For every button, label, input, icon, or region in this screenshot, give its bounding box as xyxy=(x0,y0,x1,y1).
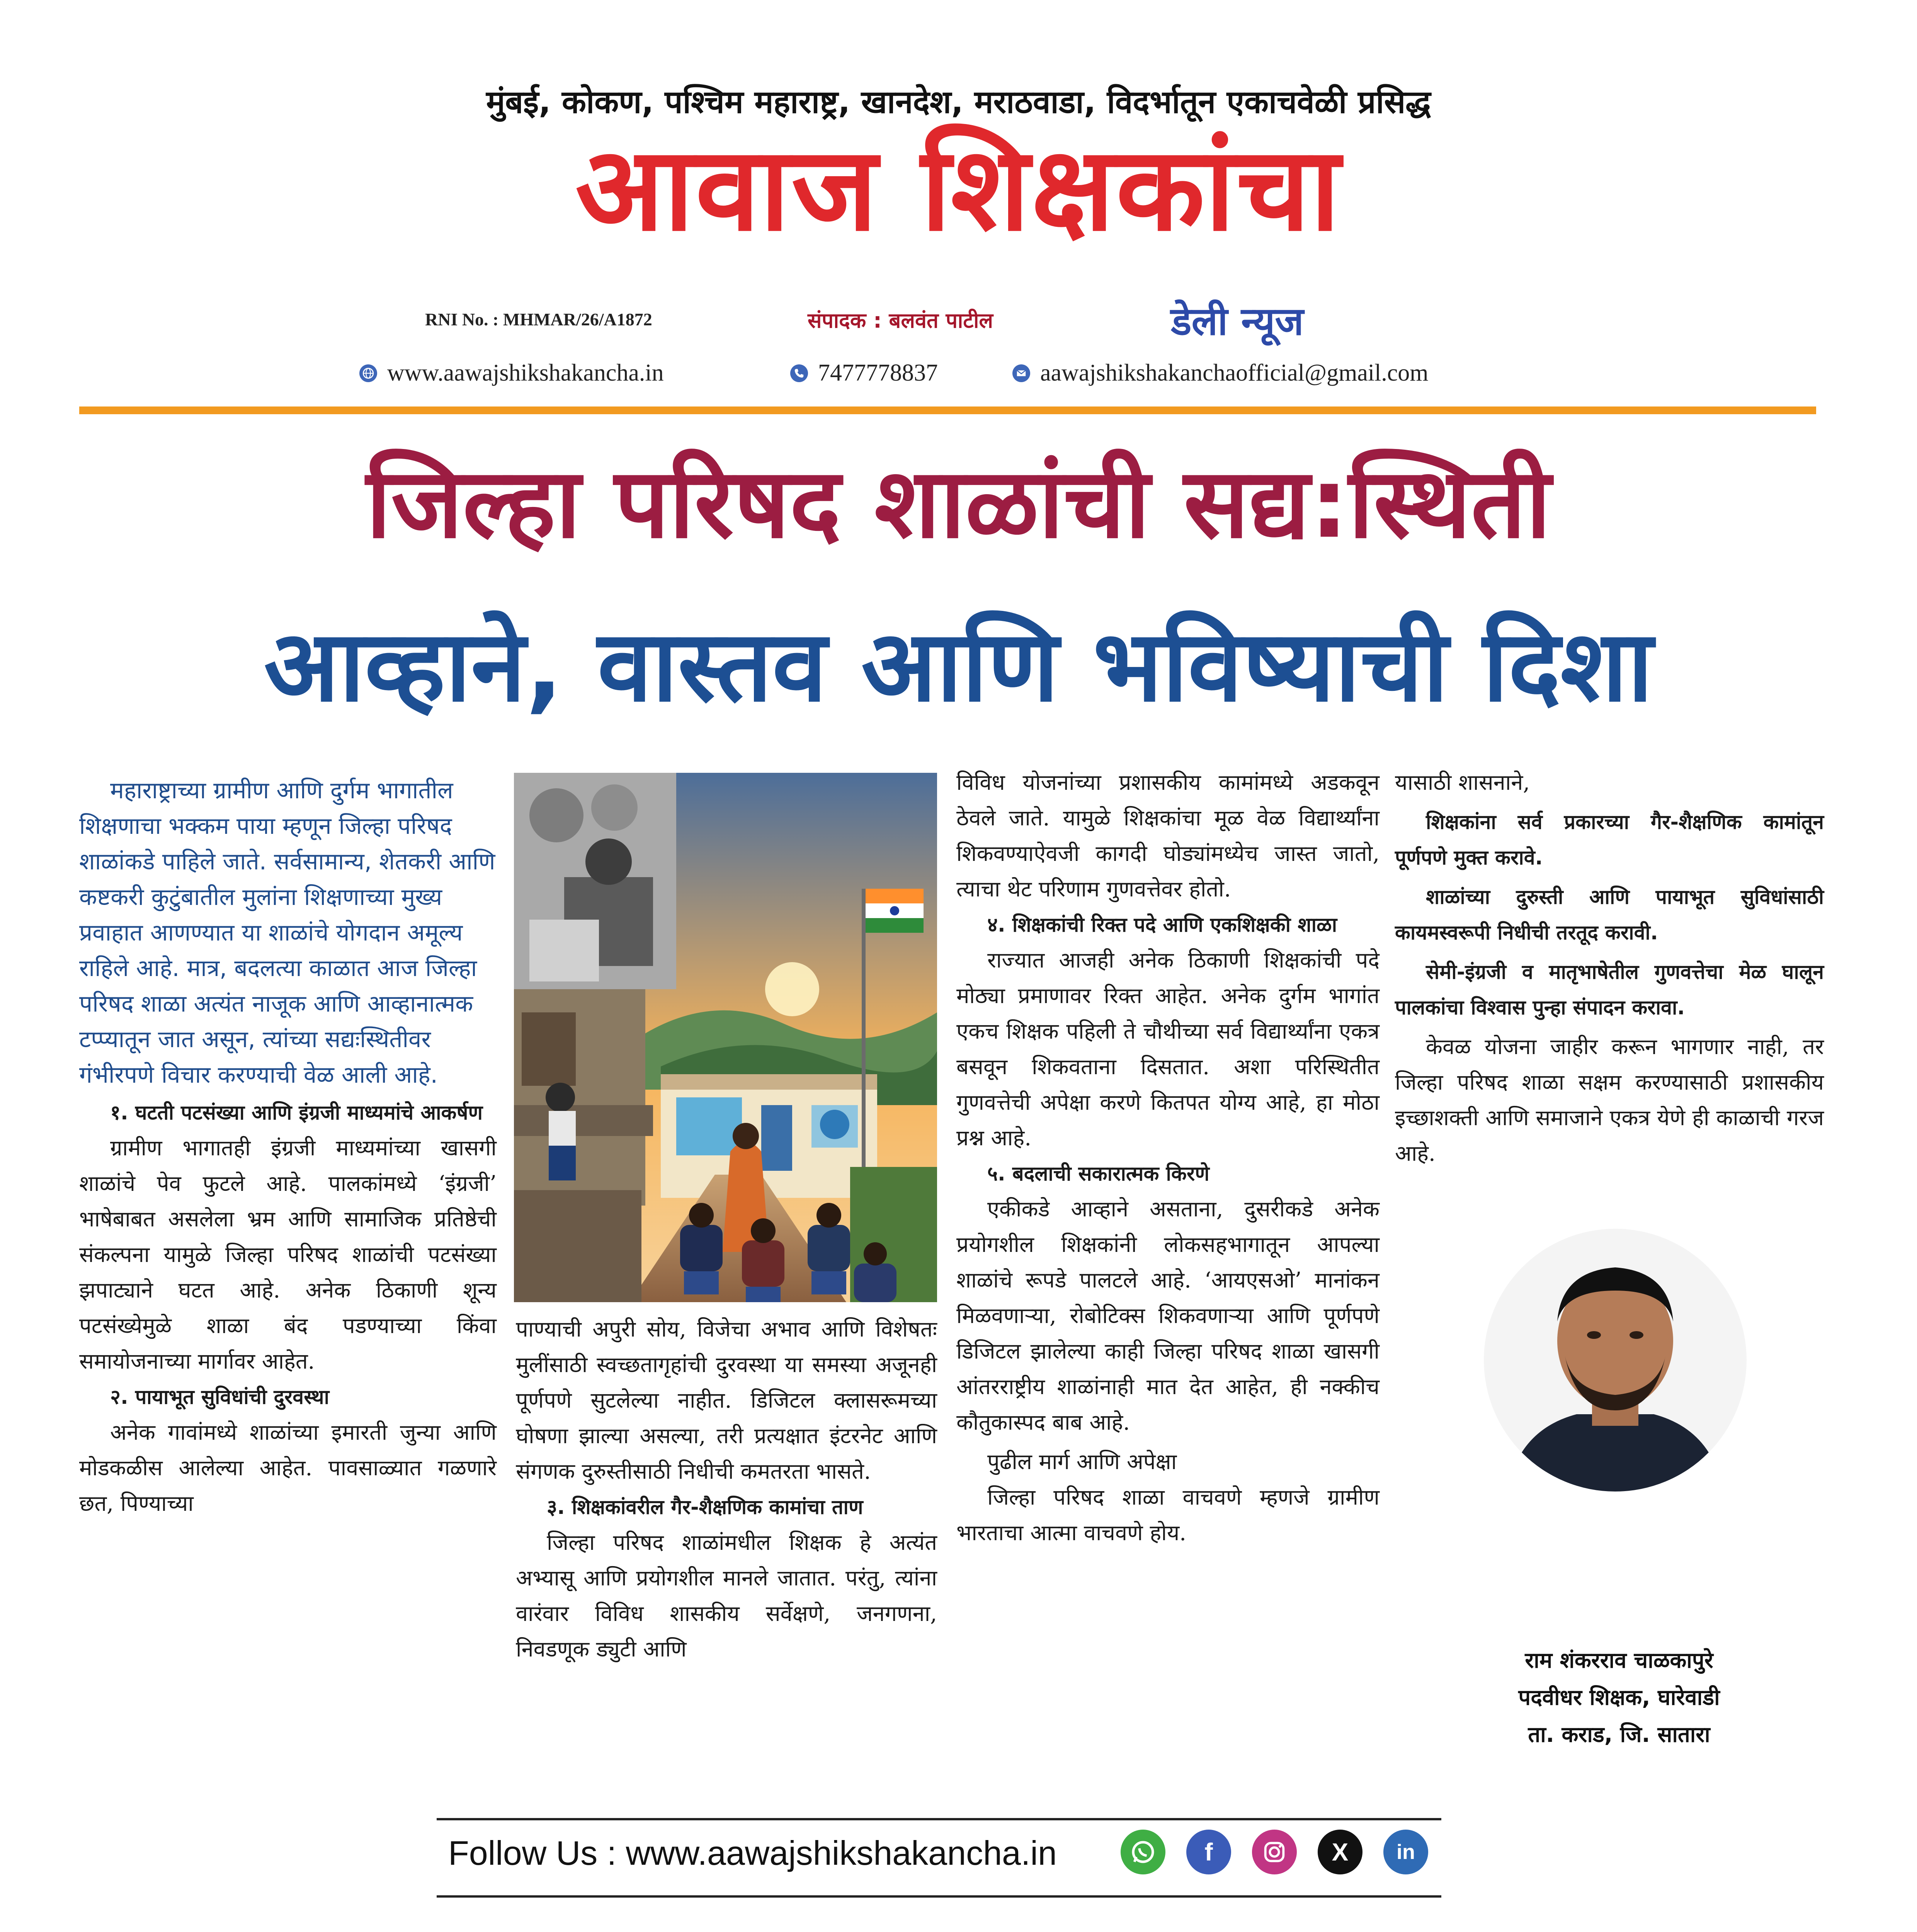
article-intro: महाराष्ट्राच्या ग्रामीण आणि दुर्गम भागातील शिक्षणाचा भक्कम पाया म्हणून जिल्हा परिषद शाळांकडे पाहिले जाते. सर्वसामान्य, शेतकरी आणि कष्टकरी कुटुंबातील मुलांना शिक्षणाच्या मुख्य प्रवाहात आणण्यात या शाळांचे योगदान अमूल्य राहिले आहे. मात्र, बदलत्या काळात आज जिल्हा परिषद शाळा अत्यंत नाजूक आणि आव्हानात्मक टप्प्यातून जात असून, त्यांच्या सद्यःस्थितीवर गंभीरपणे विचार करण्याची वेळ आली आहे. xyxy=(79,777,495,1088)
globe-icon xyxy=(359,364,377,382)
section-paragraph-6: जिल्हा परिषद शाळा वाचवणे म्हणजे ग्रामीण भारताचा आत्मा वाचवणे होय. xyxy=(956,1485,1379,1546)
author-location: ता. कराड, जि. सातारा xyxy=(1528,1722,1710,1747)
newspaper-title: आवाज शिक्षकांचा xyxy=(575,122,1342,257)
article-conclusion: केवळ योजना जाहीर करून भागणार नाही, तर जिल्हा परिषद शाळा सक्षम करण्यासाठी प्रशासकीय इच्छाशक्ती आणि समाजाने एकत्र येणे ही काळाची गरज आहे. xyxy=(1395,1034,1824,1166)
section-paragraph-7: यासाठी शासनाने, xyxy=(1395,770,1530,795)
section-paragraph-2b: पाण्याची अपुरी सोय, विजेचा अभाव आणि विशेषतः मुलींसाठी स्वच्छतागृहांची दुरवस्था या समस्या अजूनही पूर्णपणे सुटलेल्या नाहीत. डिजिटल क्लासरूमच्या घोषणा झाल्या असल्या, तरी प्रत्यक्षात इंटरनेट आणि संगणक दुरुस्तीसाठी निधीची कमतरता भासते. xyxy=(516,1317,937,1484)
recommendation-3: सेमी-इंग्रजी व मातृभाषेतील गुणवत्तेचा मेळ घालून पालकांचा विश्वास पुन्हा संपादन करावा. xyxy=(1395,961,1824,1019)
masthead-tagline: मुंबई, कोकण, पश्चिम महाराष्ट्र, खानदेश, मराठवाडा, विदर्भातून एकाचवेळी प्रसिद्ध xyxy=(486,84,1431,121)
recommendation-1: शिक्षकांना सर्व प्रकारच्या गैर-शैक्षणिक कामांतून पूर्णपणे मुक्त करावे. xyxy=(1395,811,1824,869)
author-designation: पदवीधर शिक्षक, घारेवाडी xyxy=(1518,1685,1720,1710)
article-column-1 xyxy=(79,773,497,1522)
section-paragraph-4: राज्यात आजही अनेक ठिकाणी शिक्षकांची पदे मोठ्या प्रमाणावर रिक्त आहेत. अनेक दुर्गम भागांत एकच शिक्षक पहिली ते चौथीच्या सर्व विद्यार्थ्यांना एकत्र बसवून शिकवताना दिसतात. अशा परिस्थितीत गुणवत्तेची अपेक्षा करणे कितपत योग्य आहे, हा मोठा प्रश्न आहे. xyxy=(956,948,1379,1151)
website-text[interactable]: www.aawajshikshakancha.in xyxy=(387,360,664,386)
footer-top-rule xyxy=(437,1818,1441,1820)
section-paragraph-3b: विविध योजनांच्या प्रशासकीय कामांमध्ये अडकवून ठेवले जाते. यामुळे शिक्षकांचा मूळ वेळ विद्यार्थ्यांना शिकवण्याऐवजी कागदी घोड्यांमध्येच जास्त जातो, त्याचा थेट परिणाम गुणवत्तेवर होतो. xyxy=(956,770,1379,902)
footer-bottom-rule xyxy=(437,1895,1441,1898)
email-text[interactable]: aawajshikshakanchaofficial@gmail.com xyxy=(1040,360,1429,386)
rni-number: RNI No. : MHMAR/26/A1872 xyxy=(425,310,652,329)
recommendation-2: शाळांच्या दुरुस्ती आणि पायाभूत सुविधांसाठी कायमस्वरूपी निधीची तरतूद करावी. xyxy=(1395,886,1824,944)
section-heading-3: ३. शिक्षकांवरील गैर-शैक्षणिक कामांचा ताण xyxy=(547,1496,863,1519)
facebook-icon[interactable]: f xyxy=(1186,1830,1231,1874)
section-paragraph-5: एकीकडे आव्हाने असताना, दुसरीकडे अनेक प्रयोगशील शिक्षकांनी लोकसहभागातून आपल्या शाळांचे रूपडे पालटले आहे. ‘आयएसओ’ मानांकन मिळवणाऱ्या, रोबोटिक्स शिकवणाऱ्या आणि पूर्णपणे डिजिटल झालेल्या काही जिल्हा परिषद शाळा खासगी आंतरराष्ट्रीय शाळांनाही मात देत आहेत, ही नक्कीच कौतुकास्पद बाब आहे. xyxy=(956,1197,1379,1435)
section-heading-6: पुढील मार्ग आणि अपेक्षा xyxy=(987,1449,1177,1475)
section-heading-2: २. पायाभूत सुविधांची दुरवस्था xyxy=(110,1386,330,1409)
article-column-4 xyxy=(1395,765,1824,1172)
mail-icon xyxy=(1012,364,1030,382)
author-credit xyxy=(1391,1642,1847,1753)
article-column-3 xyxy=(956,765,1379,1551)
linkedin-icon[interactable]: in xyxy=(1383,1830,1428,1874)
editor-credit: संपादक : बलवंत पाटील xyxy=(808,308,993,333)
x-icon[interactable]: X xyxy=(1318,1830,1362,1874)
school-illustration xyxy=(514,773,937,1302)
section-paragraph-2a: अनेक गावांमध्ये शाळांच्या इमारती जुन्या आणि मोडकळीस आलेल्या आहेत. पावसाळ्यात गळणारे छत, पिण्याच्या xyxy=(79,1420,497,1516)
website-contact[interactable] xyxy=(359,359,664,387)
author-photo xyxy=(1484,1229,1747,1492)
phone-text[interactable]: 7477778837 xyxy=(818,360,938,386)
headline-line-1: जिल्हा परिषद शाळांची सद्य:स्थिती xyxy=(366,447,1551,560)
phone-contact[interactable] xyxy=(790,359,938,387)
email-contact[interactable] xyxy=(1012,359,1429,387)
section-paragraph-3a: जिल्हा परिषद शाळांमधील शिक्षक हे अत्यंत अभ्यासू आणि प्रयोगशील मानले जातात. परंतु, त्यांना वारंवार विविध शासकीय सर्वेक्षणे, जनगणना, निवडणूक ड्युटी आणि xyxy=(516,1530,937,1662)
masthead-divider xyxy=(79,406,1816,414)
section-paragraph-1: ग्रामीण भागातही इंग्रजी माध्यमांच्या खासगी शाळांचे पेव फुटले आहे. पालकांमध्ये ‘इंग्रजी’ भाषेबाबत असलेला भ्रम आणि सामाजिक प्रतिष्ठेची संकल्पना यामुळे जिल्हा परिषद शाळांची पटसंख्या झपाट्याने घटत आहे. अनेक ठिकाणी शून्य पटसंख्येमुळे शाळा बंद पडण्याच्या किंवा समायोजनाच्या मार्गावर आहेत. xyxy=(79,1136,497,1374)
headline-line-2: आव्हाने, वास्तव आणि भविष्याची दिशा xyxy=(264,609,1653,724)
section-heading-1: १. घटती पटसंख्या आणि इंग्रजी माध्यमांचे आकर्षण xyxy=(110,1101,483,1124)
article-column-2 xyxy=(516,1312,937,1667)
instagram-icon[interactable] xyxy=(1252,1830,1297,1874)
phone-icon xyxy=(790,364,808,382)
daily-news-label: डेली न्यूज xyxy=(1171,299,1304,344)
follow-us-text[interactable]: Follow Us : www.aawajshikshakancha.in xyxy=(448,1834,1057,1872)
author-name: राम शंकरराव चाळकापुरे xyxy=(1525,1648,1713,1673)
section-heading-4: ४. शिक्षकांची रिक्त पदे आणि एकशिक्षकी शाळा xyxy=(987,913,1337,937)
section-heading-5: ५. बदलाची सकारात्मक किरणे xyxy=(987,1162,1209,1185)
whatsapp-icon[interactable] xyxy=(1121,1830,1165,1874)
